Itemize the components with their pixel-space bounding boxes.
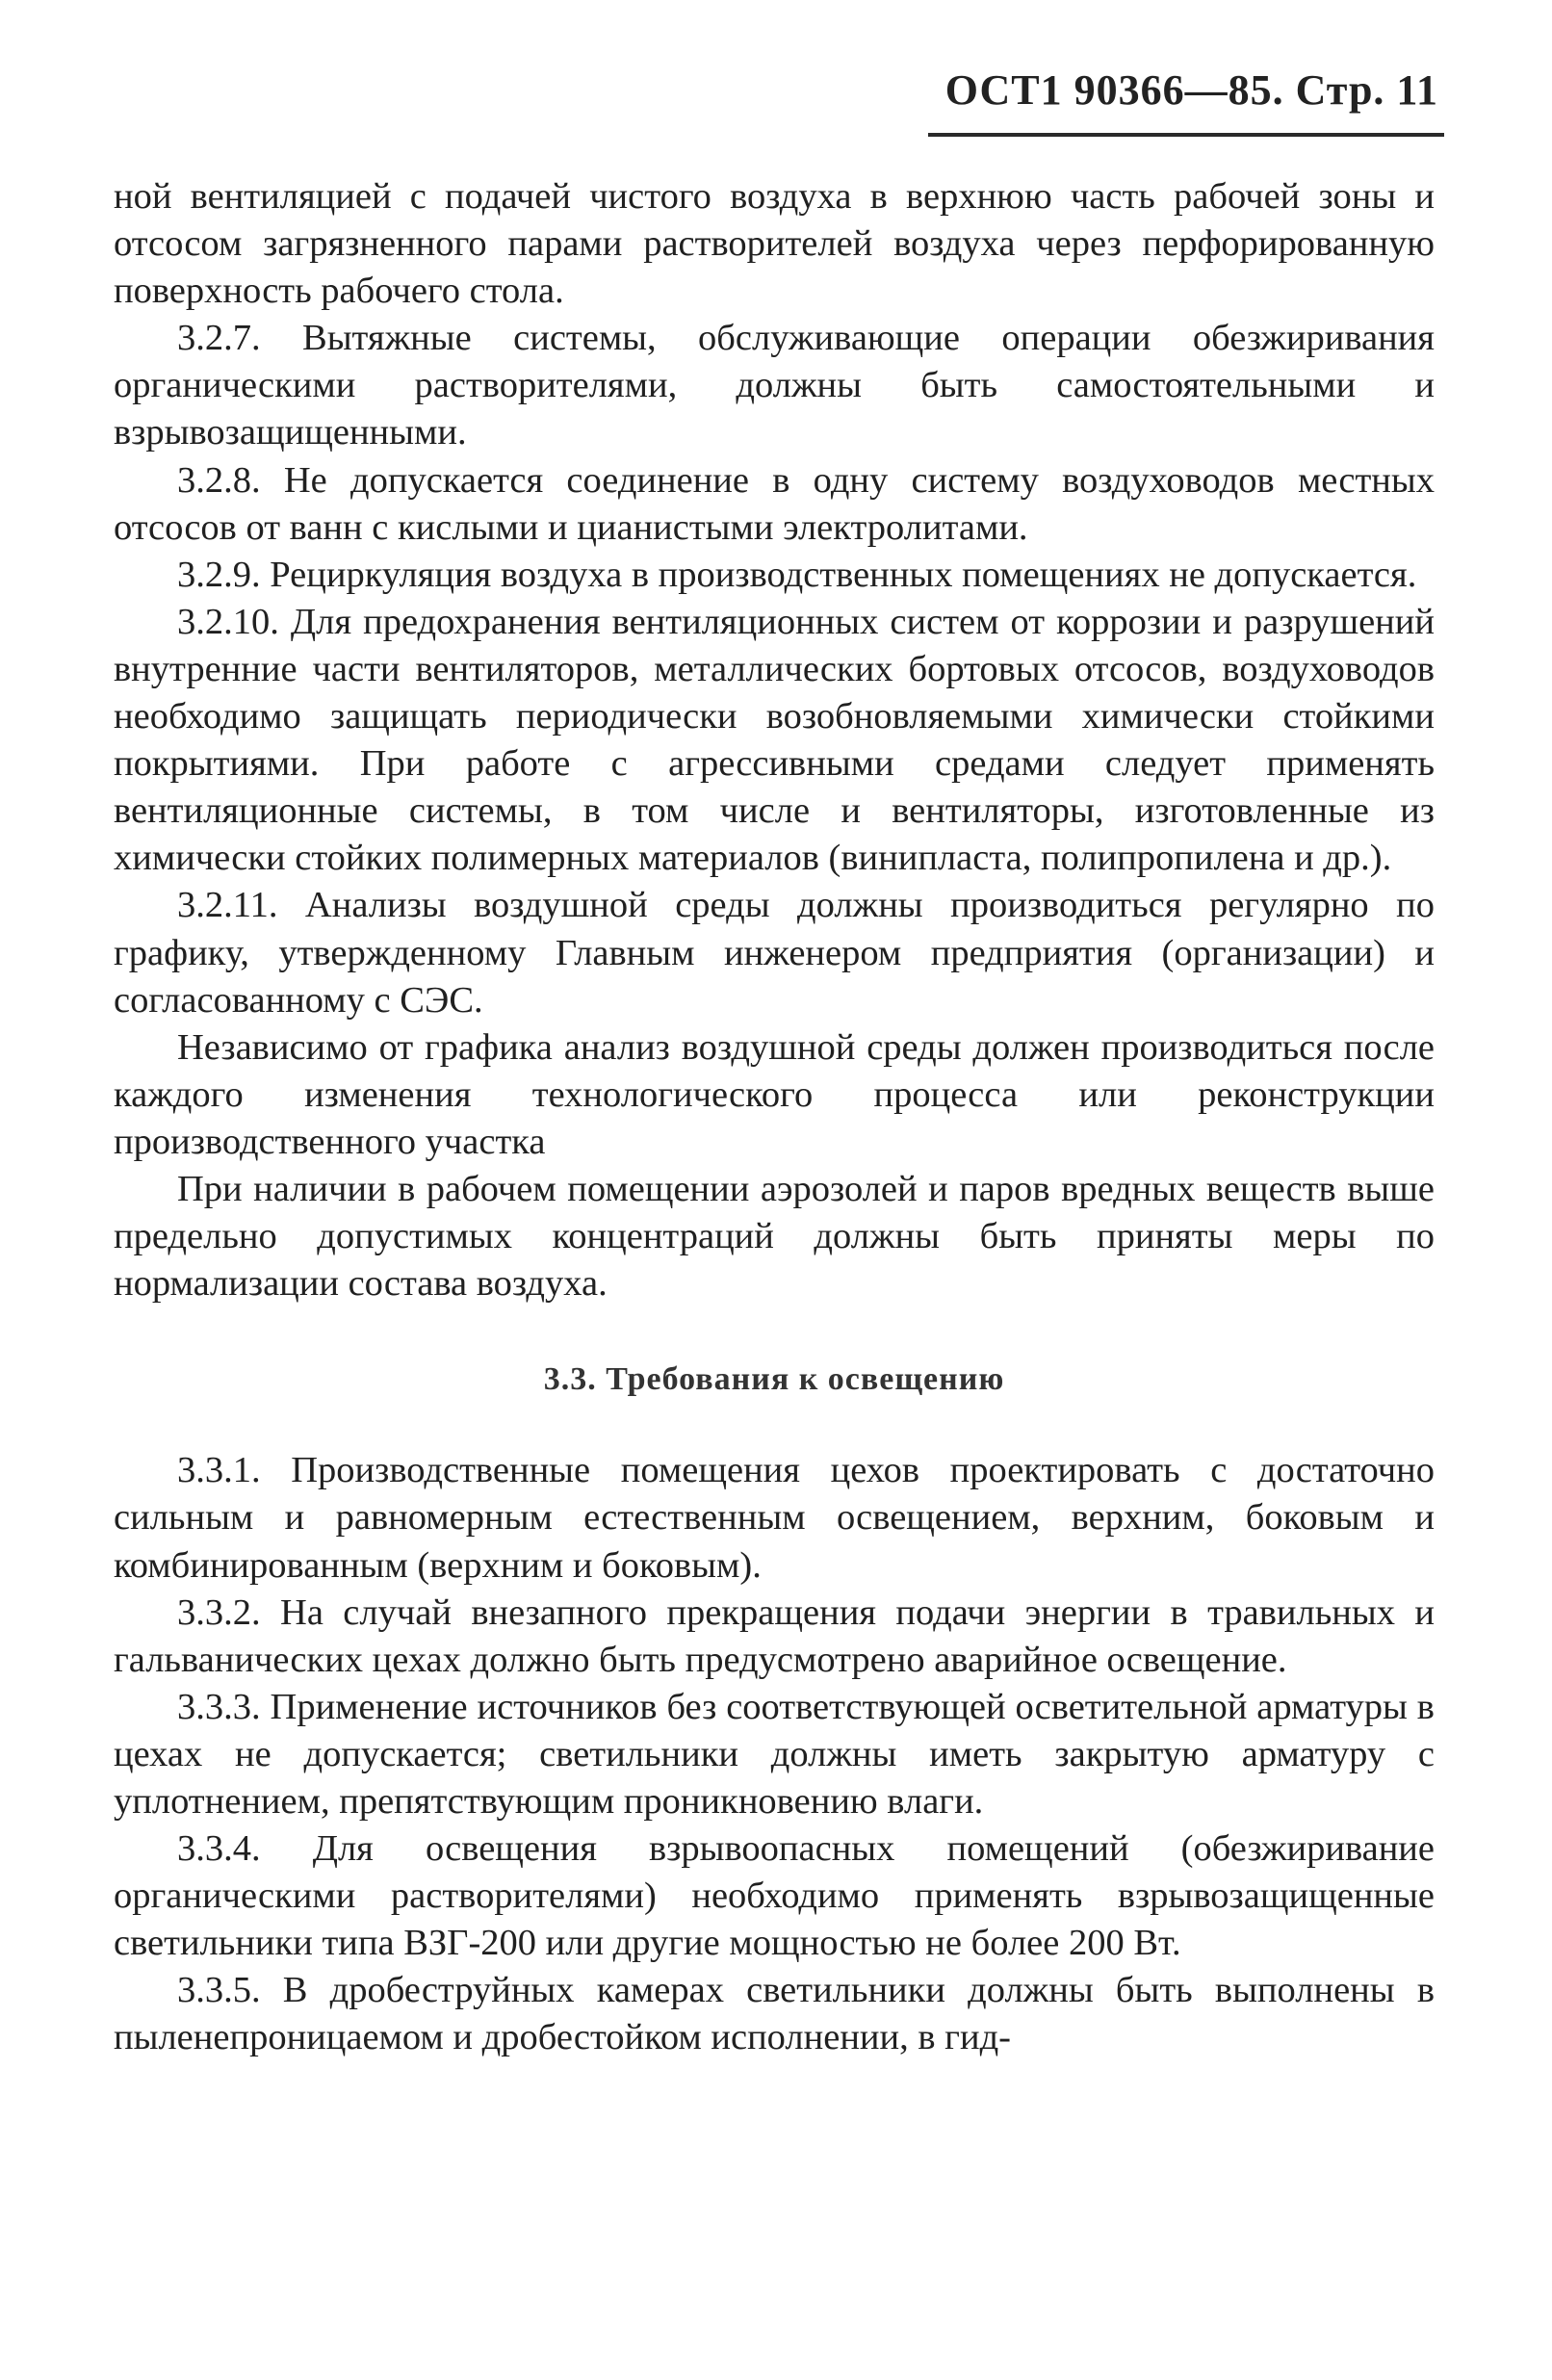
paragraph-3-3-5: 3.3.5. В дробеструйных камерах светильники должны быть выполнены в пыленепроницаемом и дробестойком исполнении, в гид- xyxy=(114,1970,1435,2058)
document-body xyxy=(114,173,1435,2062)
standard-page-reference: ОСТ1 90366—85. Стр. 11 xyxy=(944,66,1438,114)
paragraph-3-3-2: 3.3.2. На случай внезапного прекращения подачи энергии в травильных и гальванических цехах должно быть предусмотрено аварийное освещение. xyxy=(114,1591,1435,1680)
header-rule xyxy=(928,133,1444,137)
paragraph-continuation: ной вентиляцией с подачей чистого воздуха в верхнюю часть рабочей зоны и отсосом загрязненного парами растворителей воздуха через перфорированную поверхность рабочего стола. xyxy=(114,176,1435,312)
section-heading-text: 3.3. Требования к освещению xyxy=(543,1361,1005,1398)
section-heading xyxy=(114,1356,1435,1403)
paragraph-analysis-schedule: Независимо от графика анализ воздушной среды должен производиться после каждого изменения технологического процесса или реконструкции производственного участка xyxy=(114,1026,1435,1162)
paragraph-3-3-4: 3.3.4. Для освещения взрывоопасных помещений (обезжиривание органическими растворителями) необходимо применять взрывозащищенные светильники типа ВЗГ-200 или другие мощностью не более 200 Вт. xyxy=(114,1828,1435,1964)
paragraph-3-2-11: 3.2.11. Анализы воздушной среды должны производиться регулярно по графику, утвержденному Главным инженером предприятия (организации) и согласованному с СЭС. xyxy=(114,885,1435,1021)
paragraph-3-2-9: 3.2.9. Рециркуляция воздуха в производственных помещениях не допускается. xyxy=(177,554,1417,595)
paragraph-3-2-8: 3.2.8. Не допускается соединение в одну систему воздуховодов местных отсосов от ванн с кислыми и цианистыми электролитами. xyxy=(114,459,1435,548)
paragraph-aerosols: При наличии в рабочем помещении аэрозолей и паров вредных веществ выше предельно допустимых концентраций должны быть приняты меры по нормализации состава воздуха. xyxy=(114,1168,1435,1305)
paragraph-3-2-10: 3.2.10. Для предохранения вентиляционных систем от коррозии и разрушений внутренние части вентиляторов, металлических бортовых отсосов, воздуховодов необходимо защищать периодически возобновляемыми химически стойкими покрытиями. При работе с агрессивными средами следует применять вентиляционные системы, в том числе и вентиляторы, изготовленные из химически стойких полимерных материалов (винипласта, полипропилена и др.). xyxy=(114,601,1435,879)
paragraph-3-3-1: 3.3.1. Производственные помещения цехов проектировать с достаточно сильным и равномерным естественным освещением, верхним, боковым и комбинированным (верхним и боковым). xyxy=(114,1450,1435,1586)
paragraph-3-2-7: 3.2.7. Вытяжные системы, обслуживающие операции обезжиривания органическими растворителями, должны быть самостоятельными и взрывозащищенными. xyxy=(114,318,1435,453)
page-header xyxy=(945,65,1438,115)
paragraph-3-3-3: 3.3.3. Применение источников без соответствующей осветительной арматуры в цехах не допускается; светильники должны иметь закрытую арматуру с уплотнением, препятствующим проникновению влаги. xyxy=(114,1686,1435,1822)
